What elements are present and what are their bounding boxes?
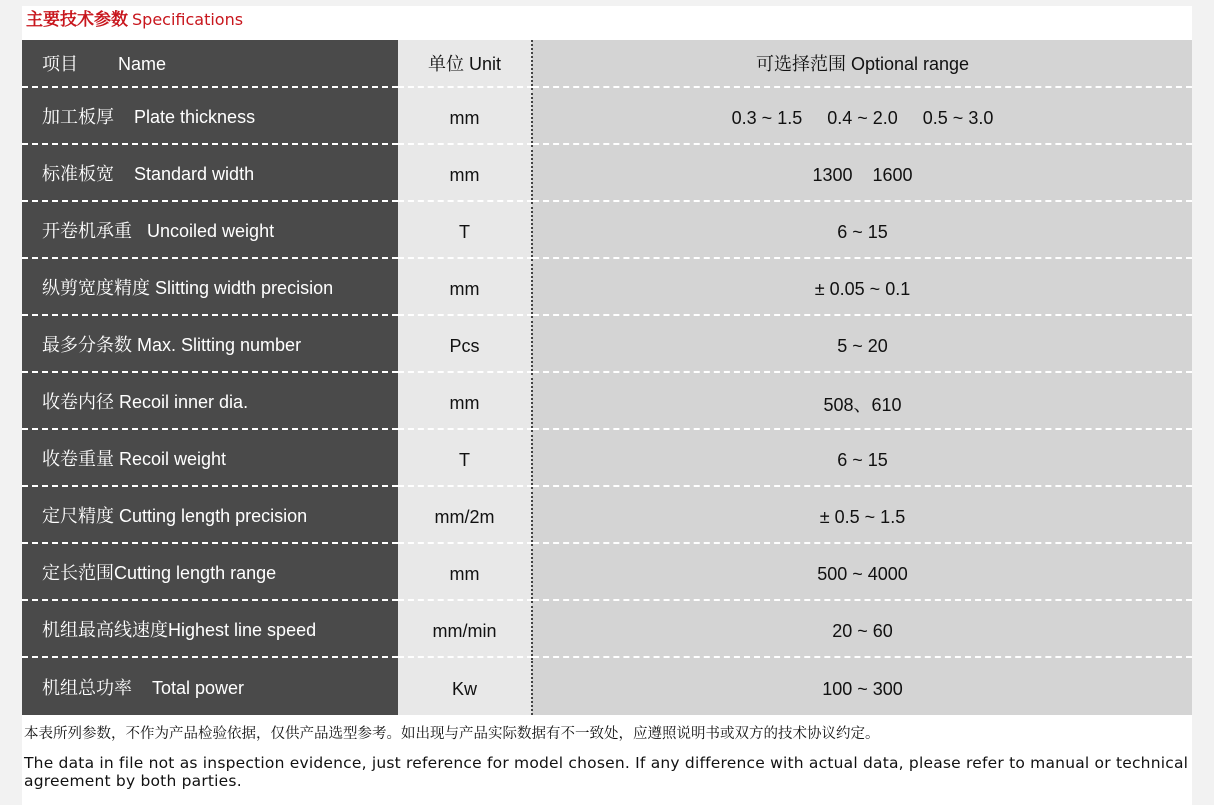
- row-range: ± 0.05 ~ 0.1: [814, 279, 911, 299]
- row-range: 500 ~ 4000: [817, 564, 908, 584]
- row-range: 5 ~ 20: [837, 336, 888, 356]
- row-name: 加工板厚 Plate thickness: [42, 106, 256, 127]
- row-unit-cell: [398, 543, 532, 600]
- table-row: [22, 600, 1192, 657]
- row-range: ± 0.5 ~ 1.5: [819, 507, 906, 527]
- disclaimer-chinese: 本表所列参数，不作为产品检验依据，仅供产品选型参考。如出现与产品实际数据有不一致处，应遵照说明书或双方的技术协议约定。: [24, 726, 880, 742]
- row-unit: Pcs: [449, 336, 480, 356]
- row-range: 508、610: [823, 394, 902, 415]
- row-name-cell: [22, 429, 398, 486]
- title-english: Specifications: [132, 10, 244, 29]
- row-range-cell: [532, 657, 1192, 715]
- row-range-cell: [532, 429, 1192, 486]
- row-range: 20 ~ 60: [832, 621, 893, 641]
- row-range: 6 ~ 15: [837, 222, 888, 242]
- row-unit: mm: [449, 393, 480, 413]
- row-unit-cell: [398, 429, 532, 486]
- row-range-cell: [532, 87, 1192, 144]
- row-unit: mm: [449, 165, 480, 185]
- header-range: 可选择范围 Optional range: [532, 40, 1192, 87]
- row-name: 最多分条数 Max. Slitting number: [42, 334, 302, 355]
- table-row: [22, 657, 1192, 715]
- title-chinese: 主要技术参数: [26, 10, 128, 30]
- row-name-cell: [22, 201, 398, 258]
- row-unit-cell: [398, 372, 532, 429]
- table-row: [22, 87, 1192, 144]
- row-range-cell: [532, 315, 1192, 372]
- row-name: 机组总功率 Total power: [42, 677, 245, 698]
- row-name: 收卷内径 Recoil inner dia.: [42, 391, 249, 412]
- disclaimer: [24, 724, 1190, 790]
- row-name-cell: [22, 258, 398, 315]
- disclaimer-english: The data in file not as inspection evidence, just reference for model chosen. If any difference with actual data, please refer to manual or technical agreement by both parties.: [24, 754, 1189, 790]
- header-unit: 单位 Unit: [398, 40, 532, 87]
- row-unit: mm/2m: [434, 507, 495, 527]
- table-row: [22, 201, 1192, 258]
- row-name: 机组最高线速度Highest line speed: [42, 619, 317, 640]
- row-unit-cell: [398, 258, 532, 315]
- table-row: [22, 315, 1192, 372]
- row-unit: mm: [449, 108, 480, 128]
- row-unit-cell: [398, 315, 532, 372]
- row-range-cell: [532, 201, 1192, 258]
- row-name-cell: [22, 372, 398, 429]
- row-name-cell: [22, 543, 398, 600]
- row-range: 6 ~ 15: [837, 450, 888, 470]
- row-unit: mm: [449, 564, 480, 584]
- row-unit-cell: [398, 87, 532, 144]
- row-unit-cell: [398, 201, 532, 258]
- row-name-cell: [22, 315, 398, 372]
- row-name-cell: [22, 144, 398, 201]
- row-range-cell: [532, 486, 1192, 543]
- row-name: 定尺精度 Cutting length precision: [42, 505, 308, 526]
- row-unit-cell: [398, 600, 532, 657]
- row-range: 1300 1600: [812, 165, 913, 185]
- row-range-cell: [532, 600, 1192, 657]
- row-unit: mm/min: [432, 621, 497, 641]
- row-name: 定长范围Cutting length range: [42, 562, 277, 583]
- row-unit-cell: [398, 144, 532, 201]
- row-name-cell: [22, 486, 398, 543]
- row-name: 收卷重量 Recoil weight: [42, 448, 227, 469]
- row-range-cell: [532, 372, 1192, 429]
- table-row: [22, 543, 1192, 600]
- row-unit: T: [459, 450, 470, 470]
- section-title: [26, 8, 243, 32]
- row-range-cell: [532, 258, 1192, 315]
- table-header-row: [22, 40, 1192, 87]
- specifications-sheet: [22, 6, 1192, 805]
- row-name-cell: [22, 87, 398, 144]
- row-range-cell: [532, 144, 1192, 201]
- row-unit: mm: [449, 279, 480, 299]
- row-name-cell: [22, 657, 398, 715]
- table-row: [22, 486, 1192, 543]
- row-unit-cell: [398, 486, 532, 543]
- row-name: 标准板宽 Standard width: [42, 163, 255, 184]
- row-range: 0.3 ~ 1.5 0.4 ~ 2.0 0.5 ~ 3.0: [731, 108, 994, 128]
- row-unit-cell: [398, 657, 532, 715]
- row-range-cell: [532, 543, 1192, 600]
- table-row: [22, 429, 1192, 486]
- table-row: [22, 258, 1192, 315]
- specifications-table: [22, 40, 1192, 715]
- row-name-cell: [22, 600, 398, 657]
- row-unit: Kw: [451, 679, 477, 699]
- table-row: [22, 372, 1192, 429]
- table-row: [22, 144, 1192, 201]
- row-name: 纵剪宽度精度 Slitting width precision: [42, 277, 334, 298]
- row-name: 开卷机承重 Uncoiled weight: [42, 220, 275, 241]
- header-name: 项目 Name: [22, 40, 398, 87]
- row-range: 100 ~ 300: [822, 679, 903, 699]
- row-unit: T: [459, 222, 470, 242]
